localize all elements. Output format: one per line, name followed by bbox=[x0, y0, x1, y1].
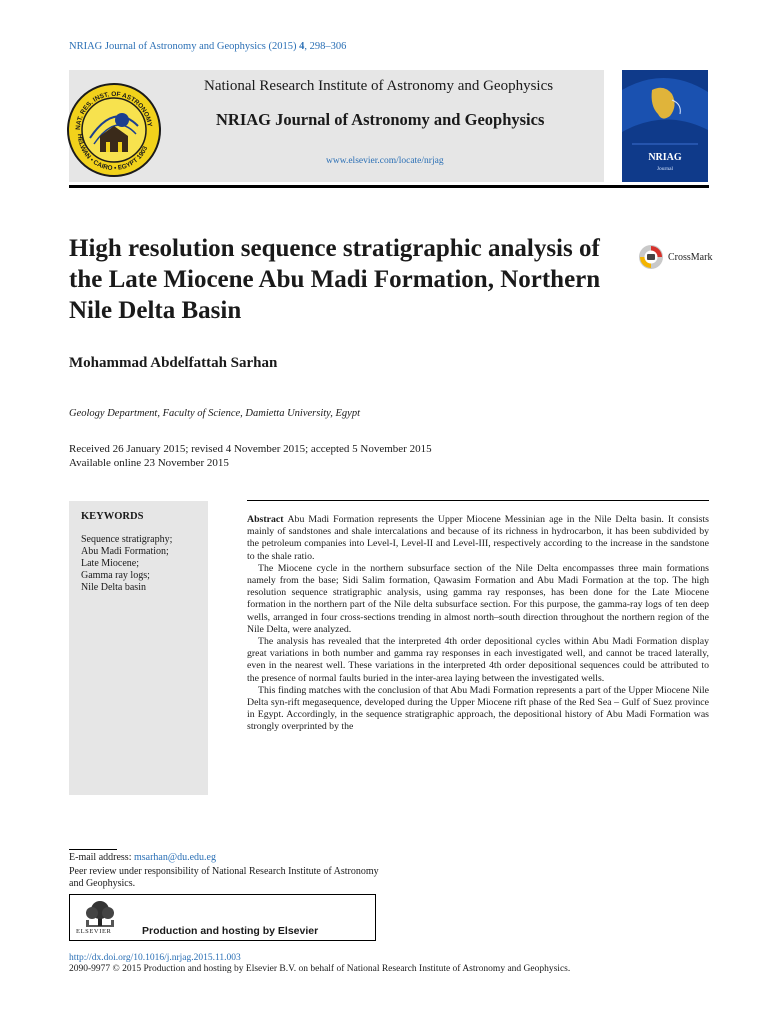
svg-text:HELWAN • CAIRO • EGYPT 1903: HELWAN • CAIRO • EGYPT 1903 bbox=[75, 133, 150, 173]
citation-volume: 4 bbox=[299, 41, 305, 52]
abstract-label: Abstract bbox=[247, 514, 284, 525]
svg-text:NAT. RES. INST. OF ASTRONOMY: NAT. RES. INST. OF ASTRONOMY bbox=[74, 90, 153, 131]
abstract-paragraph: The analysis has revealed that the interpreted 4th order depositional cycles within Abu Madi Formation display great variations in both number and gamma ray responses in each investigated well, and cannot be traced laterally, even in the nearest well. These variations in the interpreted 4th order depositional sequences could be attributed to the presence of normal faults buried in the inter-area laying between the investigated wells. bbox=[247, 636, 709, 684]
journal-citation[interactable]: NRIAG Journal of Astronomy and Geophysics (2015) 4, 298–306 bbox=[69, 41, 347, 52]
crossmark-button[interactable] bbox=[638, 244, 712, 270]
author-name: Mohammad Abdelfattah Sarhan bbox=[69, 355, 278, 371]
citation-journal: NRIAG Journal of Astronomy and Geophysics bbox=[69, 41, 266, 52]
svg-text:Journal: Journal bbox=[656, 166, 674, 172]
copyright-line: 2090-9977 © 2015 Production and hosting by Elsevier B.V. on behalf of National Research Institute of Astronomy and Geophysics. bbox=[69, 964, 571, 974]
received-dates: Received 26 January 2015; revised 4 November 2015; accepted 5 November 2015 bbox=[69, 443, 432, 455]
email-label: E-mail address: bbox=[69, 852, 132, 863]
keywords-list bbox=[81, 534, 172, 594]
email-footnote bbox=[69, 852, 216, 863]
footnote-divider bbox=[69, 849, 117, 850]
journal-cover-image bbox=[622, 70, 708, 182]
author-affiliation: Geology Department, Faculty of Science, Damietta University, Egypt bbox=[69, 408, 361, 419]
available-online-date: Available online 23 November 2015 bbox=[69, 457, 229, 469]
peer-review-note: Peer review under responsibility of National Research Institute of Astronomy and Geophysics. bbox=[69, 866, 379, 889]
abstract-paragraph: Abstract Abu Madi Formation represents the Upper Miocene Messinian age in the Nile Delta basin. It consists mainly of sandstones and shale intercalations and because of its richness in hydrocarbon, it has been subdivided by the petroleum companies into Level-I, Level-II and Level-III, respectively according to the increase in the sandstone to the shale ratio. bbox=[247, 514, 709, 562]
abstract-section bbox=[247, 514, 709, 734]
elsevier-tree-logo bbox=[80, 900, 120, 928]
abstract-paragraph: This finding matches with the conclusion of that Abu Madi Formation represents a part of the Upper Miocene Nile Delta syn-rift megasequence, developed during the Upper Miocene rift phase of the Red Sea – Gulf of Suez province in Egypt. Accordingly, in the sequence stratigraphic approach, the depositional history of Abu Madi Formation was strongly overprinted by the bbox=[247, 684, 709, 733]
citation-year: (2015) bbox=[268, 41, 297, 52]
header-divider bbox=[69, 185, 709, 188]
keyword-item: Abu Madi Formation; bbox=[81, 546, 169, 557]
journal-url-link[interactable]: www.elsevier.com/locate/nrjag bbox=[326, 156, 444, 166]
email-link[interactable]: msarhan@du.edu.eg bbox=[133, 852, 216, 863]
keyword-item: Nile Delta basin bbox=[81, 582, 146, 593]
citation-pages: 298–306 bbox=[309, 41, 347, 52]
article-title: High resolution sequence stratigraphic analysis of the Late Miocene Abu Madi Formation, Northern Nile Delta Basin bbox=[69, 235, 601, 324]
crossmark-label: CrossMark bbox=[668, 251, 713, 263]
keyword-item: Sequence stratigraphy; bbox=[81, 534, 173, 545]
doi-link[interactable]: http://dx.doi.org/10.1016/j.nrjag.2015.11.003 bbox=[69, 953, 241, 963]
abstract-paragraph: The Miocene cycle in the northern subsurface section of the Nile Delta encompasses three main formations namely from the base; Sidi Salim formation, Qawasim Formation and Abu Madi Formation at the top. The high resolution sequence stratigraphic analysis, using gamma ray responses, has been done for the Late Miocene formation in the northern part of the Nile delta subsurface section. For this purpose, the gamma-ray logs of ten deep wells, arranged in four cross-sections trending in almost north–south direction throughout the northern region of the Nile Delta, were analyzed. bbox=[247, 562, 709, 635]
keyword-item: Late Miocene; bbox=[81, 558, 140, 569]
keywords-panel bbox=[69, 501, 208, 795]
production-hosting-label: Production and hosting by Elsevier bbox=[142, 925, 319, 937]
keywords-heading: KEYWORDS bbox=[81, 511, 144, 522]
elsevier-production-box bbox=[69, 894, 376, 941]
institute-seal-logo bbox=[66, 82, 162, 178]
journal-title: NRIAG Journal of Astronomy and Geophysics bbox=[216, 110, 545, 129]
crossmark-icon bbox=[638, 244, 664, 270]
svg-text:NRIAG: NRIAG bbox=[648, 152, 682, 163]
elsevier-wordmark: ELSEVIER bbox=[76, 928, 112, 935]
keyword-item: Gamma ray logs; bbox=[81, 570, 150, 581]
abstract-divider bbox=[247, 500, 709, 501]
institute-name: National Research Institute of Astronomy and Geophysics bbox=[204, 78, 554, 94]
